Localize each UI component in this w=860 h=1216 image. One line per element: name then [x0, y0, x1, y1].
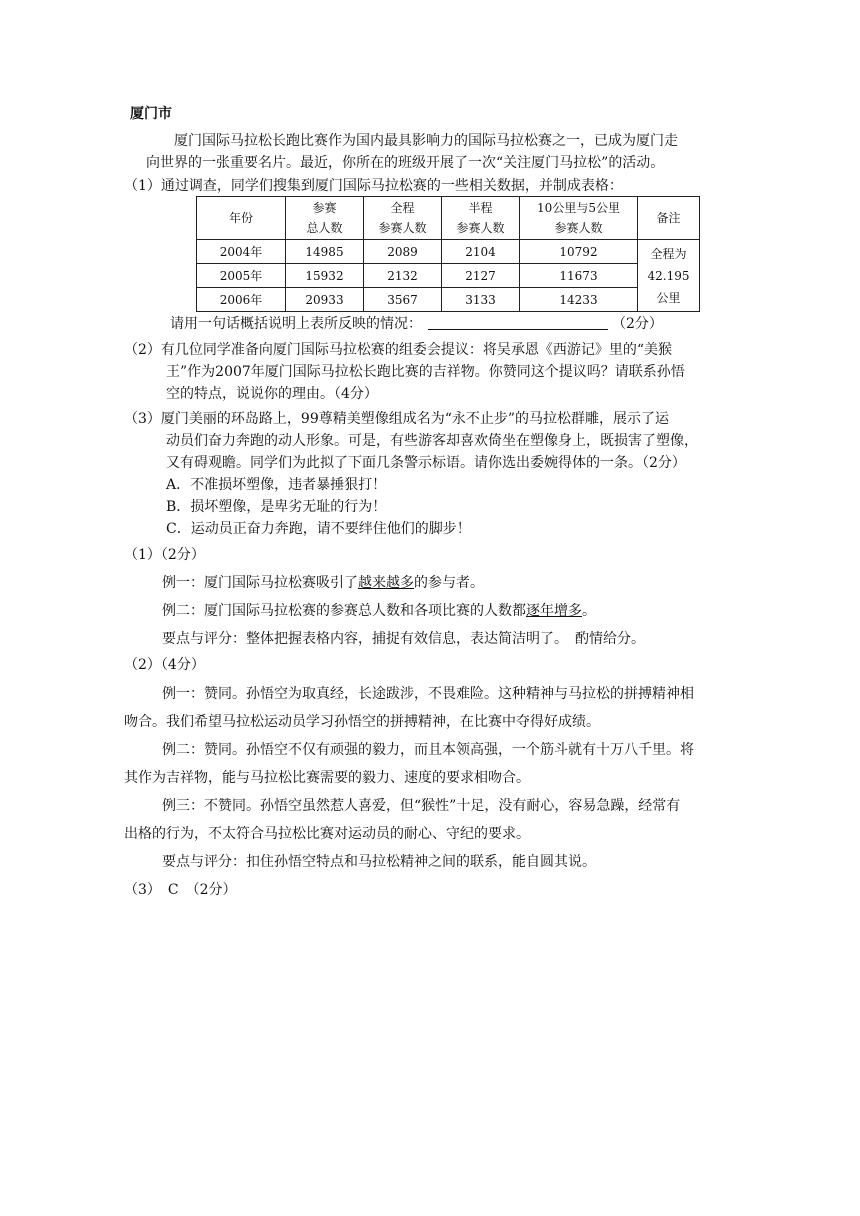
- q3-line-1: （3）厦门美丽的环岛路上，99尊精美塑像组成名为“永不止步”的马拉松群雕，展示了运: [124, 411, 670, 427]
- cell-full: 2132: [364, 264, 442, 288]
- header-full: 全程 参赛人数: [364, 197, 442, 240]
- cell-10k-5k: 14233: [520, 288, 638, 312]
- cell-year: 2006年: [197, 288, 286, 312]
- underlined-phrase: 越来越多: [358, 575, 414, 591]
- answer-2-rubric: 要点与评分：扣住孙悟空特点和马拉松精神之间的联系，能自圆其说。: [162, 854, 596, 870]
- note-cell: 全程为 42.195 公里: [638, 240, 700, 312]
- cell-10k-5k: 10792: [520, 240, 638, 264]
- option-c: C．运动员正奋力奔跑，请不要绊住他们的脚步！: [166, 521, 471, 537]
- cell-half: 2127: [442, 264, 520, 288]
- answer-2-line: 例二：赞同。孙悟空不仅有顽强的毅力，而且本领高强，一个筋斗就有十万八千里。将: [162, 742, 694, 758]
- answer-1-head: （1）（2分）: [124, 547, 205, 563]
- answer-2-line: 例三：不赞同。孙悟空虽然惹人喜爱，但“猴性”十足，没有耐心，容易急躁，经常有: [162, 798, 681, 814]
- q3-line-3: 又有碍观瞻。同学们为此拟了下面几条警示标语。请你选出委婉得体的一条。（2分）: [166, 455, 686, 471]
- header-half: 半程 参赛人数: [442, 197, 520, 240]
- header-10k-5k: 10公里与5公里 参赛人数: [520, 197, 638, 240]
- q2-line-3: 空的特点，说说你的理由。（4分）: [166, 386, 378, 402]
- table-row: [197, 264, 700, 288]
- q3-line-2: 动员们奋力奔跑的动人形象。可是，有些游客却喜欢倚坐在塑像身上，既损害了塑像，: [166, 433, 698, 449]
- answer-2-line: 吻合。我们希望马拉松运动员学习孙悟空的拼搏精神，在比赛中夺得好成绩。: [124, 714, 600, 730]
- answer-2-head: （2）（4分）: [124, 657, 205, 673]
- q1-score: （2分）: [612, 316, 663, 332]
- option-b: B．损坏塑像，是卑劣无耻的行为！: [166, 499, 387, 515]
- header-year: 年份: [197, 197, 286, 240]
- region-title: 厦门市: [130, 106, 172, 122]
- marathon-data-table: [196, 196, 700, 312]
- answer-2-line: 出格的行为，不太符合马拉松比赛对运动员的耐心、守纪的要求。: [124, 826, 530, 842]
- cell-half: 3133: [442, 288, 520, 312]
- q2-line-1: （2）有几位同学准备向厦门国际马拉松赛的组委会提议：将吴承恩《西游记》里的“美猴: [124, 342, 673, 358]
- answer-2-line: 其作为吉祥物，能与马拉松比赛需要的毅力、速度的要求相吻合。: [124, 770, 530, 786]
- cell-10k-5k: 11673: [520, 264, 638, 288]
- answer-1-rubric: 要点与评分：整体把握表格内容，捕捉有效信息，表达简洁明了。 酌情给分。: [162, 631, 645, 647]
- table-row: [197, 240, 700, 264]
- cell-total: 15932: [286, 264, 364, 288]
- underlined-phrase: 逐年增多: [526, 603, 582, 619]
- q2-line-2: 王”作为2007年厦门国际马拉松长跑比赛的吉祥物。你赞同这个提议吗？请联系孙悟: [166, 364, 685, 380]
- q1-stem: （1）通过调查，同学们搜集到厦门国际马拉松赛的一些相关数据，并制成表格：: [124, 178, 623, 194]
- q1-prompt: [170, 314, 663, 334]
- header-total: 参赛 总人数: [286, 197, 364, 240]
- table-row: [197, 288, 700, 312]
- answer-blank[interactable]: [428, 315, 608, 330]
- answer-2-line: 例一：赞同。孙悟空为取真经，长途跋涉，不畏难险。这种精神与马拉松的拼搏精神相: [162, 686, 694, 702]
- table-header-row: [197, 197, 700, 240]
- cell-full: 2089: [364, 240, 442, 264]
- answer-3: （3） C （2分）: [124, 882, 237, 898]
- intro-line-2: 向世界的一张重要名片。最近，你所在的班级开展了一次“关注厦门马拉松”的活动。: [146, 155, 665, 171]
- cell-year: 2004年: [197, 240, 286, 264]
- cell-full: 3567: [364, 288, 442, 312]
- cell-year: 2005年: [197, 264, 286, 288]
- intro-line-1: 厦门国际马拉松长跑比赛作为国内最具影响力的国际马拉松赛之一，已成为厦门走: [174, 133, 678, 149]
- q1-prompt-text: 请用一句话概括说明上表所反映的情况：: [170, 316, 422, 332]
- cell-total: 20933: [286, 288, 364, 312]
- answer-1-example-1: 例一：厦门国际马拉松赛吸引了越来越多的参与者。: [162, 575, 484, 591]
- cell-total: 14985: [286, 240, 364, 264]
- header-note: 备注: [638, 197, 700, 240]
- option-a: A．不准损坏塑像，违者暴捶狠打！: [166, 477, 387, 493]
- answer-1-example-2: 例二：厦门国际马拉松赛的参赛总人数和各项比赛的人数都逐年增多。: [162, 603, 596, 619]
- cell-half: 2104: [442, 240, 520, 264]
